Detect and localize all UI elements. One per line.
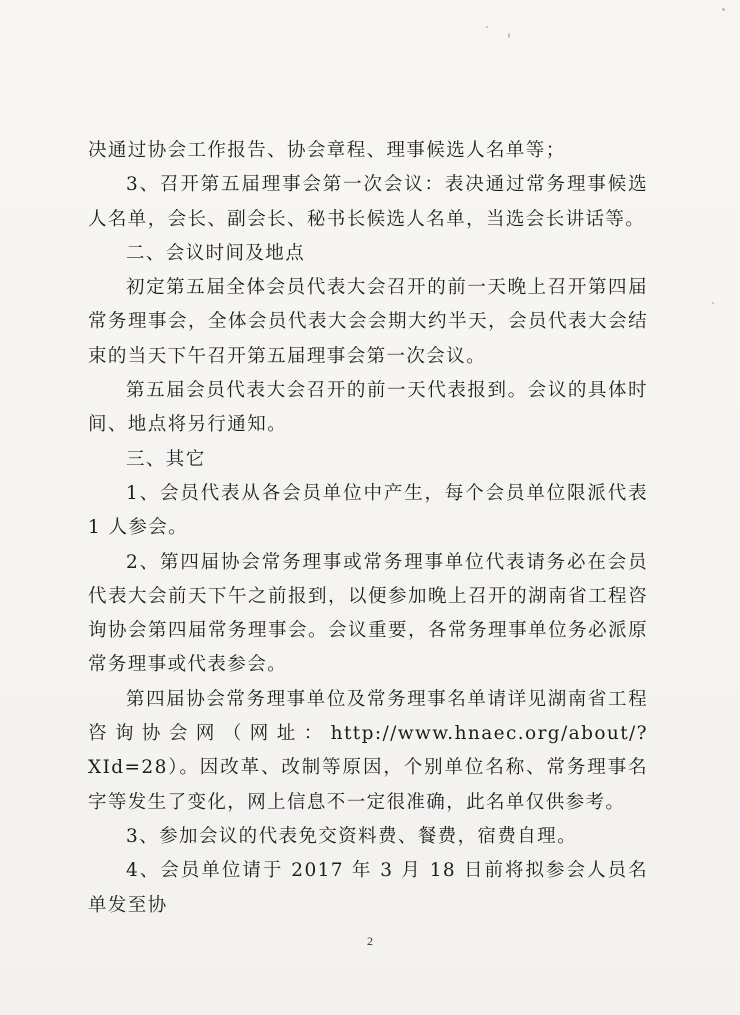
paragraph-registration: 第五届会员代表大会召开的前一天代表报到。会议的具体时间、地点将另行通知。 — [88, 380, 648, 436]
document-body — [88, 134, 648, 923]
paragraph-other-1: 1、会员代表从各会员单位中产生，每个会员单位限派代表 1 人参会。 — [88, 482, 648, 539]
scan-speck — [722, 8, 725, 11]
section-heading-time-location: 二、会议时间及地点 — [126, 242, 306, 264]
scan-speck — [486, 26, 488, 28]
page-number: 2 — [367, 934, 373, 948]
paragraph-other-4: 4、会员单位请于 2017 年 3 月 18 日前将拟参会人员名单发至协 — [88, 860, 648, 916]
paragraph-other-3: 3、参加会议的代表免交资料费、餐费，宿费自理。 — [126, 825, 577, 847]
paragraph-continuation: 决通过协会工作报告、协会章程、理事候选人名单等； — [88, 140, 566, 161]
section-heading-other: 三、其它 — [126, 448, 206, 470]
paragraph-item-3: 3、召开第五届理事会第一次会议：表决通过常务理事候选人名单，会长、副会长、秘书长候选人名单，当选会长讲话等。 — [88, 174, 648, 230]
paragraph-schedule: 初定第五届全体会员代表大会召开的前一天晚上召开第四届常务理事会，全体会员代表大会会期大约半天，会员代表大会结束的当天下午召开第五届理事会第一次会议。 — [88, 277, 648, 367]
paragraph-other-2: 2、第四届协会常务理事或常务理事单位代表请务必在会员代表大会前天下午之前报到，以便参加晚上召开的湖南省工程咨询协会第四届常务理事会。会议重要，各常务理事单位务必派原常务理事或代表参会。 — [88, 551, 648, 676]
paragraph-member-list: 第四届协会常务理事单位及常务理事名单请详见湖南省工程咨询协会网（网址：http://www.hnaec.org/about/?XId=28）。因改革、改制等原因，个别单位名称、常务理事名字等发生了变化，网上信息不一定很准确，此名单仅供参考。 — [88, 688, 648, 813]
scan-speck — [712, 302, 714, 304]
scan-speck — [508, 33, 510, 38]
